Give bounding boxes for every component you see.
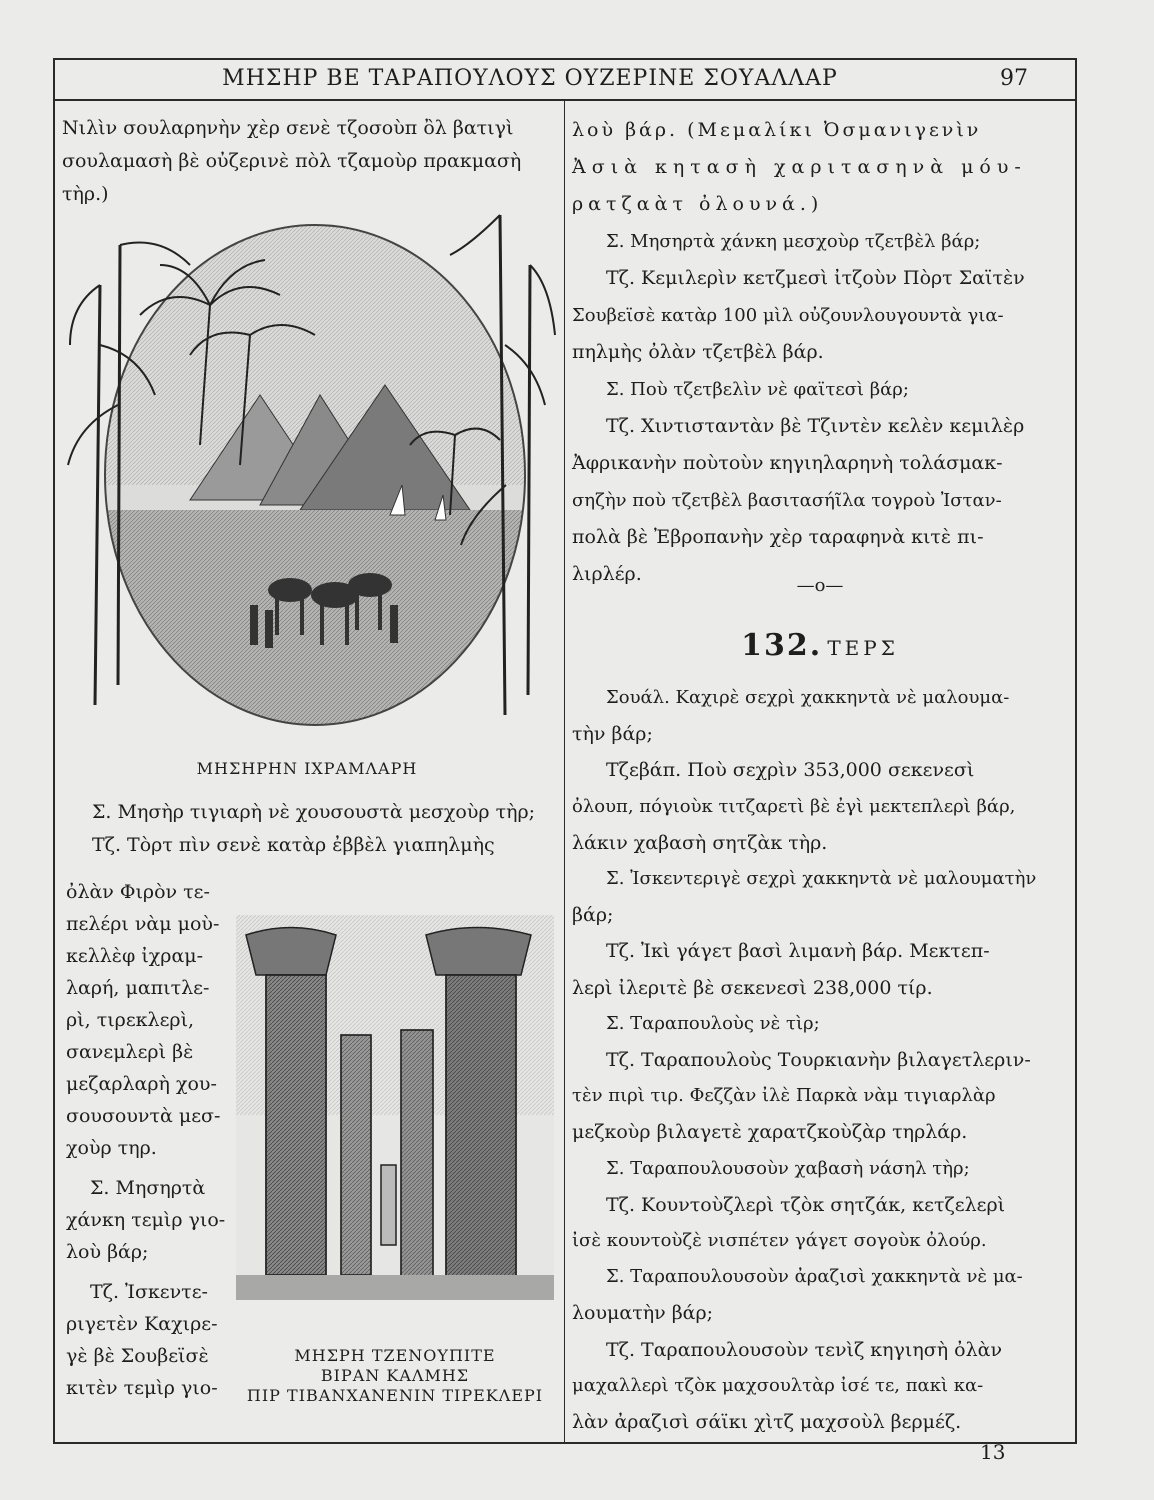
- pyramids-illustration: [60, 185, 560, 735]
- text-line: χοὺρ τηρ.: [66, 1137, 157, 1159]
- image2-caption: [236, 1346, 554, 1406]
- text-line: πελέρι νὰμ μοὺ-: [66, 913, 220, 935]
- page-number: 97: [1000, 66, 1028, 91]
- text-line: χάνκη τεμὶρ γιο-: [66, 1209, 226, 1231]
- text-line: τὲν πιρὶ τιρ. Φεζζὰν ἰλὲ Παρκὰ νὰμ τιγιαρλὰρ: [572, 1085, 996, 1107]
- running-header-title: ΜΗΣΗΡ ΒΕ ΤΑΡΑΠΟΥΛΟΥΣ ΟΥΖΕΡΙΝΕ ΣΟΥΑΛΛΑΡ: [222, 66, 838, 91]
- text-line: βάρ;: [572, 904, 614, 927]
- text-line: Τζ. Κεμιλερὶν κετζμεσὶ ἰτζοὺν Πὸρτ Σαϊτὲν: [606, 267, 1025, 289]
- frame-header-rule: [53, 99, 1077, 101]
- text-line: λαρή, μαπιτλε-: [66, 977, 210, 999]
- text-line: Σ. Ταραπουλουσοὺν ἀραζισὶ χακκηντὰ νὲ μα-: [606, 1266, 1023, 1288]
- text-line: λερὶ ἰλεριτὲ βὲ σεκενεσὶ 238,000 τίρ.: [572, 976, 933, 999]
- text-line: ρατζαὰτ ὀλουνά.): [572, 193, 824, 215]
- text-line: κελλὲφ ἰχραμ-: [66, 945, 204, 967]
- section-number: 132.: [741, 628, 823, 663]
- text-line: ρὶ, τιρεκλερὶ,: [66, 1009, 195, 1031]
- text-line: σουσουντὰ μεσ-: [66, 1105, 221, 1127]
- text-line: σηζὴν ποὺ τζετβὲλ βασιτασήῖλα τογροὺ Ἰσταν-: [572, 490, 1002, 511]
- caption-line: ΜΗΣΡΗ ΤΖΕΝΟΥΠΙΤΕ: [294, 1346, 496, 1365]
- text-line: Σ. Μησηρτὰ: [90, 1177, 206, 1199]
- text-line: Σ. Ποὺ τζετβελὶν νὲ φαϊτεσὶ βάρ;: [606, 379, 909, 400]
- text-line: Ἀσιὰ κητασὴ χαριτασηνὰ μόυ-: [572, 156, 1027, 178]
- text-line: Τζεβάπ. Ποὺ σεχρὶν 353,000 σεκενεσὶ: [606, 759, 975, 782]
- left-after-image: [92, 796, 562, 862]
- text-line: ἰσὲ κουντοὺζὲ νισπέτεν γάγετ σογοὺκ ὀλούρ.: [572, 1230, 987, 1252]
- text-line: Σ. Ταραπουλοὺς νὲ τὶρ;: [606, 1012, 820, 1034]
- section-heading: [620, 628, 1020, 663]
- text-line: Σ. Μησηρτὰ χάνκη μεσχοὺρ τζετβὲλ βάρ;: [606, 231, 981, 252]
- text-line: Σ. Ἰσκεντεριγὲ σεχρὶ χακκηντὰ νὲ μαλουματὴν: [606, 868, 1037, 890]
- text-line: ὀλὰν Φιρὸν τε-: [66, 881, 210, 903]
- text-line: Τζ. Κουντοὺζλερὶ τζὸκ σητζάκ, κετζελερὶ: [606, 1193, 1006, 1216]
- text-line: Τζ. Ἰκὶ γάγετ βασὶ λιμανὴ βάρ. Μεκτεπ-: [606, 940, 990, 963]
- text-line: Τζ. Ταραπουλοὺς Τουρκιανὴν βιλαγετλεριν-: [606, 1049, 1031, 1072]
- text-line: λιρλέρ.: [572, 563, 642, 585]
- text-line: Σ. Ταραπουλουσοὺν χαβασὴ νάσηλ τὴρ;: [606, 1157, 970, 1179]
- text-line: σανεμλερὶ βὲ: [66, 1041, 194, 1063]
- image1-caption: ΜΗΣΗΡΗΝ ΙΧΡΑΜΛΑΡΗ: [196, 759, 418, 778]
- right-lesson-text: [572, 680, 1070, 1440]
- frame-left-rule: [53, 58, 55, 1444]
- text-line: μεζκοὺρ βιλαγετὲ χαρατζκοὺζὰρ τηρλάρ.: [572, 1121, 968, 1144]
- frame-top-rule: [53, 58, 1077, 60]
- left-narrow-text: [66, 876, 241, 1404]
- text-line: λάκιν χαβασὴ σητζὰκ τὴρ.: [572, 831, 828, 854]
- text-line: Τζ. Τὸρτ πὶν σενὲ κατὰρ ἐββὲλ γιαπηλμὴς: [92, 834, 495, 856]
- text-line: Ἀφρικανὴν ποὺτοὺν κηγιηλαρηνὴ τολάσμακ-: [572, 452, 1003, 474]
- text-line: Σουάλ. Καχιρὲ σεχρὶ χακκηντὰ νὲ μαλουμα-: [606, 687, 1010, 708]
- text-line: πηλμὴς ὀλὰν τζετβὲλ βάρ.: [572, 341, 824, 363]
- text-line: μεζαρλαρὴ χου-: [66, 1073, 217, 1095]
- text-line: σουλαμασὴ βὲ οὐζερινὲ πὸλ τζαμοὺρ πρακμασὴ τὴρ.): [62, 150, 522, 205]
- text-line: ὀλουπ, πόγιοὺκ τιτζαρετὶ βὲ ἐγὶ μεκτεπλερὶ βάρ,: [572, 795, 1016, 817]
- temple-ruins-illustration: [236, 915, 554, 1300]
- text-line: Τζ. Ταραπουλουσοὺν τενὶζ κηγιησὴ ὀλὰν: [606, 1338, 1003, 1361]
- section-name: ΤΕΡΣ: [827, 636, 899, 660]
- text-line: λοὺ βάρ;: [66, 1241, 149, 1263]
- text-line: κιτὲν τεμὶρ γιο-: [66, 1377, 218, 1399]
- text-line: Σουβεϊσὲ κατὰρ 100 μὶλ οὐζουνλουγουντὰ για-: [572, 305, 1004, 326]
- text-line: Τζ. Χιντισταντὰν βὲ Τζιντὲν κελὲν κεμιλὲρ: [606, 415, 1025, 437]
- text-line: πολὰ βὲ Ἐβροπανὴν χὲρ ταραφηνὰ κιτὲ πι-: [572, 526, 984, 548]
- text-line: τὴν βάρ;: [572, 723, 653, 746]
- section-divider: —o—: [796, 575, 844, 596]
- text-line: λοὺ βάρ. (Μεμαλίκι Ὀσμανιγενὶν: [572, 119, 982, 141]
- text-line: γὲ βὲ Σουβεϊσὲ: [66, 1345, 209, 1367]
- text-line: λουματὴν βάρ;: [572, 1302, 714, 1325]
- signature-mark: 13: [980, 1440, 1006, 1464]
- text-line: Τζ. Ἰσκεντε-: [90, 1281, 208, 1303]
- text-line: Σ. Μησὴρ τιγιαρὴ νὲ χουσουστὰ μεσχοὺρ τὴρ;: [92, 801, 536, 823]
- text-line: ριγετὲν Καχιρε-: [66, 1313, 218, 1335]
- frame-right-rule: [1075, 58, 1077, 1444]
- caption-line: ΒΙΡΑΝ ΚΑΛΜΗΣ: [320, 1366, 470, 1385]
- right-top-text: [572, 112, 1070, 593]
- caption-line: ΠΙΡ ΤΙΒΑΝΧΑΝΕΝΙΝ ΤΙΡΕΚΛΕΡΙ: [246, 1386, 544, 1405]
- text-line: Νιλὶν σουλαρηνὴν χὲρ σενὲ τζοσοὺπ ὂλ βατιγὶ: [62, 117, 514, 139]
- text-line: λὰν ἀραζισὶ σάϊκι χὶτζ μαχσοὺλ βερμέζ.: [572, 1411, 962, 1434]
- text-line: μαχαλλερὶ τζὸκ μαχσουλτὰρ ἰσέ τε, πακὶ κα-: [572, 1374, 984, 1396]
- frame-bottom-rule: [53, 1442, 1077, 1444]
- column-divider-rule: [564, 100, 565, 1442]
